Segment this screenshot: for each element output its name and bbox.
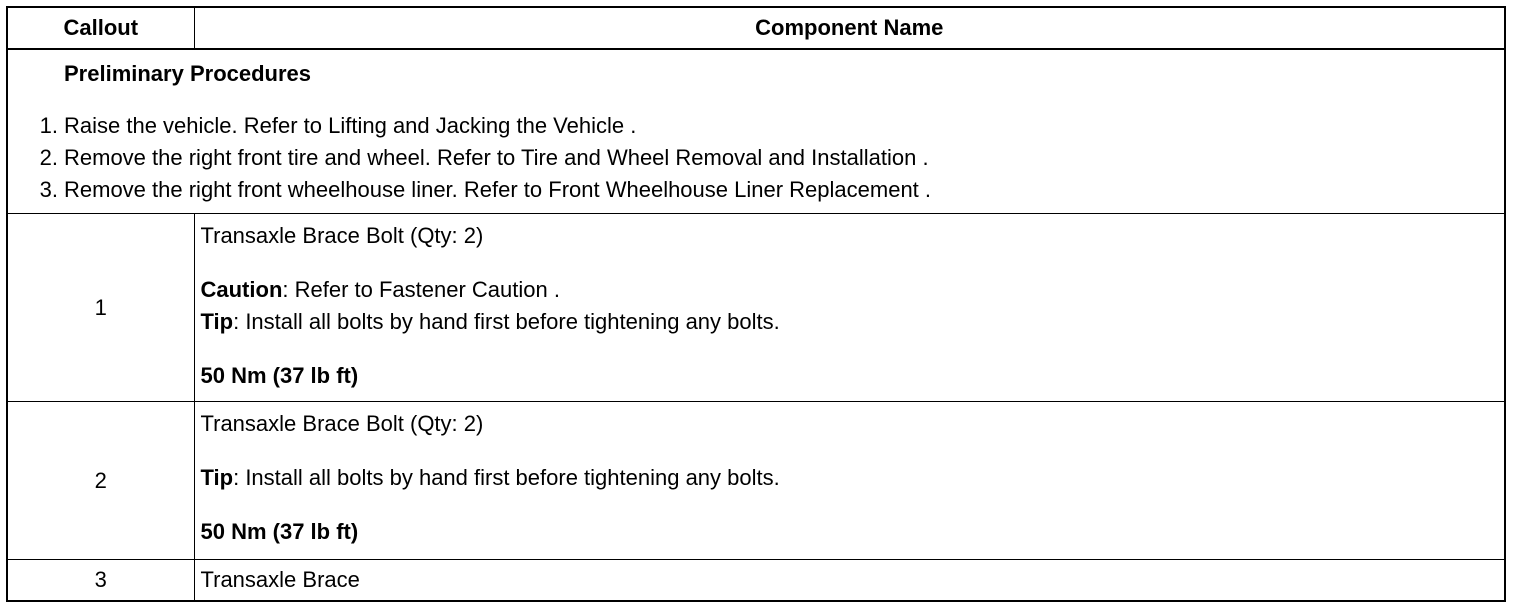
callout-header: Callout: [7, 7, 194, 49]
preliminary-row: [7, 49, 1505, 214]
callout-number: 2: [7, 402, 194, 560]
tip-label: Tip: [200, 309, 234, 334]
tip-text: : Install all bolts by hand first before tightening any bolts.: [233, 309, 780, 334]
table-row: [7, 214, 1505, 402]
tip-label: Tip: [200, 465, 234, 490]
step-text: Remove the right front wheelhouse liner. Refer to Front Wheelhouse Liner Replacement .: [64, 177, 932, 202]
component-cell: [194, 560, 1505, 602]
callout-number: 3: [7, 560, 194, 602]
torque-spec: 50 Nm (37 lb ft): [200, 363, 359, 388]
tip-text: : Install all bolts by hand first before tightening any bolts.: [233, 465, 780, 490]
torque-spec: 50 Nm (37 lb ft): [200, 519, 359, 544]
tip-note: [201, 462, 1499, 494]
caution-note: [201, 274, 1499, 306]
tip-note: [201, 306, 1499, 338]
component-name: Transaxle Brace Bolt (Qty: 2): [200, 411, 484, 436]
component-cell: [194, 402, 1505, 560]
table-header-row: [7, 7, 1505, 49]
list-item: [28, 174, 1498, 206]
list-item: [28, 110, 1498, 142]
preliminary-procedures-title: Preliminary Procedures: [64, 61, 312, 86]
component-cell: [194, 214, 1505, 402]
preliminary-procedures-cell: [7, 49, 1505, 214]
step-number: 3.: [39, 177, 58, 202]
caution-text: : Refer to Fastener Caution .: [282, 277, 560, 302]
callout-number: 1: [7, 214, 194, 402]
component-table: [6, 6, 1506, 602]
component-name-header: Component Name: [194, 7, 1505, 49]
step-text: Remove the right front tire and wheel. Refer to Tire and Wheel Removal and Installation .: [64, 145, 929, 170]
component-name: Transaxle Brace: [200, 567, 360, 592]
step-number: 1.: [39, 113, 58, 138]
preliminary-steps-list: [28, 110, 1498, 206]
table-row: [7, 402, 1505, 560]
list-item: [28, 142, 1498, 174]
caution-label: Caution: [200, 277, 283, 302]
step-text: Raise the vehicle. Refer to Lifting and Jacking the Vehicle .: [64, 113, 637, 138]
step-number: 2.: [39, 145, 58, 170]
table-row: [7, 560, 1505, 602]
component-name: Transaxle Brace Bolt (Qty: 2): [200, 223, 484, 248]
